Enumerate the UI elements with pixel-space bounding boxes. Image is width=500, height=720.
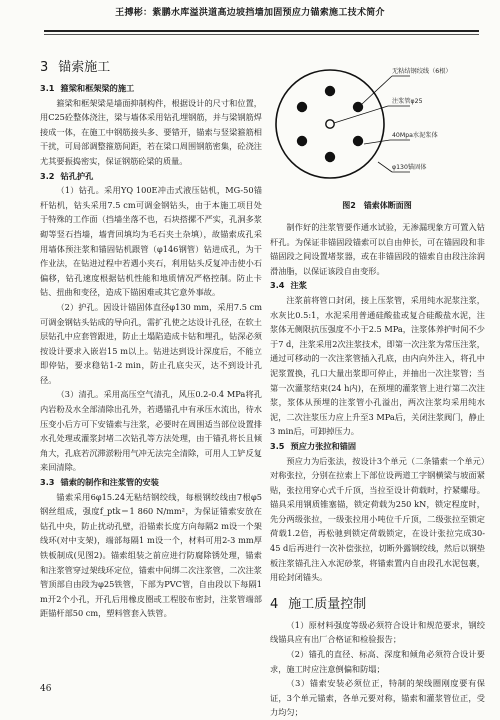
left-column (40, 58, 262, 621)
figure-anchor-cross-section (272, 44, 482, 200)
running-header: 王搏彬：紫鹏水库溢洪道高边坡挡墙加固预应力锚索施工技术简介 (115, 8, 385, 18)
subsection-title: 钻孔护孔 (60, 170, 94, 181)
subsection-title: 注浆 (290, 280, 307, 291)
section-3-heading (40, 58, 262, 78)
leader-line (362, 76, 392, 104)
section-title: 施工质量控制 (288, 596, 367, 612)
paragraph-grouting: 注浆前将管口封闭，接上压浆管，采用纯水泥浆注浆，水灰比0.5:1，水泥采用普通硅酸盐或复合硅酸盐水泥，注浆体无侧限抗压强度不小于2.5 MPa，注浆体养护时间不少于7 d，注浆采用2次注浆技术，即第一次注浆为常压注浆，通过可移动的一次注浆管插入孔底，由内向外注入，将孔中泥浆置换，孔口大量出浆即可停止，并抽出一次注浆管；当第一次灌浆结束(24 h内)，在预埋的灌浆管上进行第二次注浆，浆体从预埋的注浆管小孔溢出，两次注浆均采用纯水泥，二次注浆压力应上升至3 MPa后，关闭注浆阀门，静止3 min后，可卸掉压力。 (270, 294, 485, 437)
subsection-number: 3.4 (270, 280, 285, 291)
strand-mark (353, 102, 363, 112)
subsection-title: 锚索的制作和注浆管的安装 (60, 477, 159, 488)
subsection-number: 3.5 (270, 440, 285, 451)
subsection-3-5-heading (270, 439, 485, 454)
grout-pipe-mark (326, 120, 334, 128)
strand-mark (325, 86, 335, 96)
subsection-3-3-heading (40, 475, 262, 490)
paragraph-hole-cleaning: （3）清孔。采用高压空气清孔，风压0.2-0.4 MPa将孔内岩粉及水全部清除出孔外，若遇锚孔中有承压水流出，待水压变小后方可下安锚索与注浆，必要时在周围适当部位设置排水孔处理或灌浆封堵二次钻孔等方法处理，由于锚孔将长且倾角大，孔底若沉滞淤粉用气冲无法完全清除，可用人工铲反复来回清除。 (40, 389, 262, 473)
cross-section-diagram (272, 44, 482, 200)
strand-mark (353, 136, 363, 146)
header-rule-thick (44, 30, 479, 32)
strand-mark (297, 136, 307, 146)
quality-item-2: （2）锚孔的直径、标高、深度和倾角必须符合设计要求，施工时应注意倒偏和防塌； (270, 649, 485, 674)
subsection-number: 3.1 (40, 83, 55, 93)
label-grout-pipe: 注浆管φ25 (392, 98, 423, 105)
quality-item-1: （1）原材料强度等级必须符合设计和规范要求，钢绞线锚具应有出厂合格证和检验报告； (270, 619, 485, 645)
strand-mark (297, 102, 307, 112)
paragraph-drilling: （1）钻孔。采用YQ 100E冲击式液压钻机，MG-50锚杆钻机，钻头采用7.5 cm可调金钢钻头，由于本施工项目处于特殊的工作面（挡墙坐落不也，石块搭摞不严实，孔洞多浆砌等竖石挡墙，墙背回填均为毛石夹土杂填），故锚索成孔采用墙体预注浆和锚固钻机跟管（φ146钢管）钻进成孔，为干作业法，在钻进过程中若遇小夹石，利用钻头反复冲击使小石偏移，钻孔速度根据钻机性能和地质情况严格控制。防止卡钻、扭曲和变径，造成下锚困难或其它意外事故。 (40, 185, 262, 298)
section-title: 锚索施工 (58, 60, 111, 75)
strand-mark (325, 152, 335, 162)
section-4-heading (270, 595, 485, 615)
quality-item-3: （3）锚索安装必须位正，特制的架线圈刚度要有保证，3个单元锚索，各单元要对称，锚索和灌浆管位正，受力均匀； (270, 678, 485, 718)
header-rule-thin (44, 34, 479, 35)
subsection-title: 预应力张拉和锚固 (290, 440, 357, 451)
subsection-number: 3.3 (40, 477, 55, 488)
paragraph-anchor-fabrication: 锚索采用6φ15.24无粘结钢绞线，每根钢绞线由7根φ5钢丝组成，强度f_ptk＝1 860 N/mm²，为保证锚索安放在钻孔中央，防止扰动孔壁，沿锚索长度方向每隔2 m设一个架线环(对中支架)，端部每隔1 m设一个，材料可用2-3 mm厚铁板制成(见图2)。锚索组装之前应进行防腐除锈处理，锚索和注浆管穿过架线环定位，锚索中间绑二次注浆管，二次注浆管顶部自由段为φ25铁管，下部为PVC管，自由段以下每隔1 m开2个小孔，开孔后用橡皮圈或工程胶布密封，注浆管端部距锚杆部50 cm，塑料管套入铁管。 (40, 491, 262, 619)
paragraph-hole-protection: （2）护孔。因设计锚固体直径φ130 mm，采用7.5 cm可调金钢钻头钻成的导向孔，需扩孔使之达设计孔径，在软土层钻孔中应套管跟进，防止土塌陷造成卡钻和埋孔，钻深必须按设计要求入嵌岩15 m以上。钻进达到设计深度后，不能立即停钻，要求稳钻1-2 min，防止孔底尖灭，达不到设计孔径。 (40, 301, 262, 385)
subsection-3-4-heading (270, 278, 485, 293)
subsection-number: 3.2 (40, 170, 55, 181)
leader-line (364, 140, 390, 144)
label-sleeve: 40Mpa水泥浆体 (392, 132, 438, 139)
label-hole: φ130锚固体 (392, 164, 427, 171)
leader-line (378, 162, 392, 172)
paragraph-prestress: 预应力为后张法，按设计3个单元（二条锚索一个单元）对称张拉，分别在拉索上下部位设两道工字钢横梁与坡面紧贴，张拉用穿心式千斤顶，当拉至设计荷载时，拧紧螺母。锚具采用钢质锥塞锚，锁定荷载为250 kN，锁定程度时，先分两级张拉，一级张拉用小吨位千斤顶，二级张拉至锁定荷载1.2倍，再松驰到锁定荷载锁定，在设计张拉完成30-45 d后再进行一次补偿张拉，切断外露钢绞线，然后以钢垫板注浆锚孔注入水泥砂浆，将锚索置内自由段孔水泥包裹，用砼封闭锚头。 (270, 455, 485, 583)
section-number: 3 (40, 60, 49, 75)
subsection-3-2-heading (40, 169, 262, 184)
subsection-title: 箍梁和框架梁的施工 (60, 83, 135, 93)
section-number: 4 (270, 596, 279, 612)
right-column (270, 220, 485, 720)
label-strands: 无粘结钢绞线（6根） (392, 68, 452, 75)
page-number: 46 (40, 684, 52, 694)
figure-caption: 图2 锚索体断面图 (342, 201, 412, 210)
paragraph-grout-pipe-test: 制作好的注浆管要作通水试验，无渗漏现象方可置入钻杆孔。为保证非锚固段锚索可以自由伸长，可在锚固段和非锚固段之间设置堵浆器，或在非锚固段的锚索自由段注涂润滑油脂，以保证该段自由变形。 (270, 222, 485, 276)
subsection-3-1-heading (40, 81, 262, 96)
paragraph-3-1: 箍梁和框架梁是墙面抑制构件，根据设计的尺寸和位置，用C25砼整体浇注，梁与墙体采用钻孔埋钢筋，并与梁钢筋焊接成一体，在施工中钢筋接头多、要错开，锚索与竖梁箍筋相干扰，可局部调整箍筋间距，若在梁口周围钢筋密集，砼浇注尤其要振捣密实，保证钢筋砼梁的质量。 (40, 97, 262, 166)
